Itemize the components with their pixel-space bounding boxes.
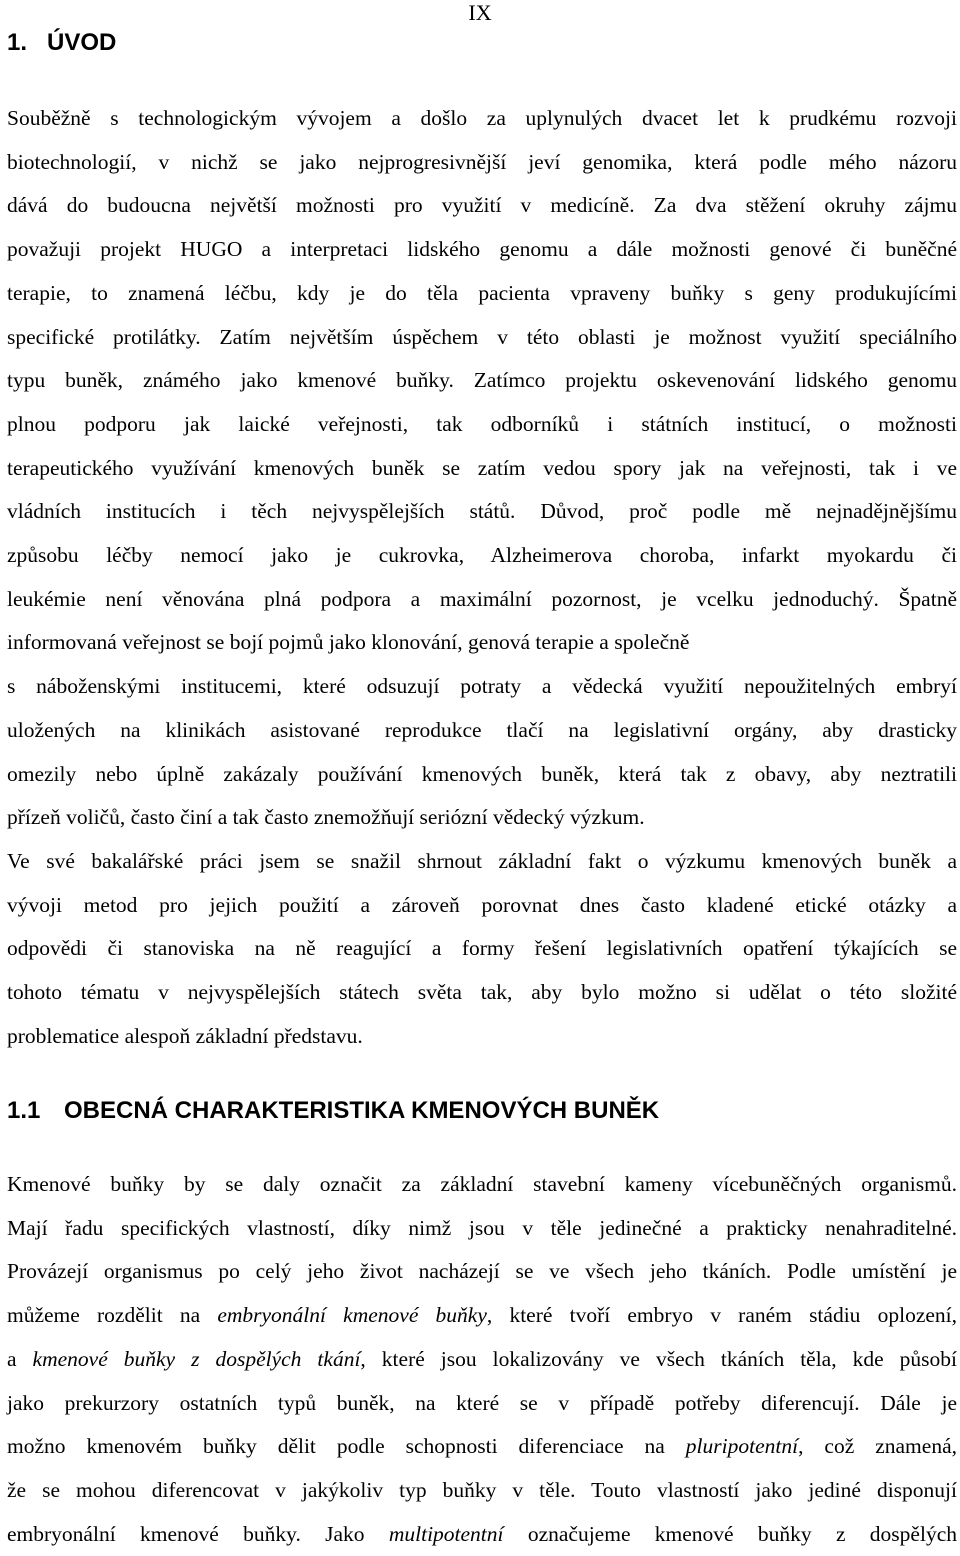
text-line: [7, 1513, 957, 1556]
italic-term: pluripotentní: [685, 1434, 799, 1459]
section-heading: [7, 1096, 659, 1126]
italic-term: kmenové buňky z dospělých tkání: [32, 1346, 361, 1371]
chapter-heading: [7, 28, 116, 58]
text-line: Provázejí organismus po celý jeho život nacházejí se ve všech jeho tkáních. Podle umístění je: [7, 1259, 957, 1284]
text-line: způsobu léčby nemocí jako je cukrovka, Alzheimerova choroba, infarkt myokardu či: [7, 543, 957, 568]
section-title: OBECNÁ CHARAKTERISTIKA KMENOVÝCH BUNĚK: [64, 1097, 660, 1124]
text-line: s náboženskými institucemi, které odsuzují potraty a vědecká využití nepoužitelných embryí: [7, 674, 957, 699]
page-number: IX: [468, 0, 492, 25]
text-line: tohoto tématu v nejvyspělejších státech světa tak, aby bylo možno si udělat o této složité: [7, 980, 957, 1005]
text-line: že se mohou diferencovat v jakýkoliv typ buňky v těle. Touto vlastností jako jediné disponují: [7, 1477, 957, 1502]
text-line: biotechnologií, v nichž se jako nejprogresivnější jeví genomika, která podle mého názoru: [7, 149, 957, 174]
text-line: vládních institucích i těch nejvyspělejších států. Důvod, proč podle mě nejnadějnějšímu: [7, 499, 957, 524]
italic-term: multipotentní: [388, 1521, 504, 1546]
text-line: [7, 1425, 957, 1469]
text-line: [7, 1294, 957, 1338]
text-run: možno kmenovém buňky dělit podle schopnosti diferenciace na: [7, 1434, 686, 1459]
text-run: , které tvoří embryo v raném stádiu oplození,: [486, 1303, 958, 1328]
text-run: a: [7, 1346, 33, 1371]
text-line: terapeutického využívání kmenových buněk se zatím vedou spory jak na veřejnosti, tak i ve: [7, 455, 957, 480]
chapter-number: 1.: [7, 29, 28, 56]
text-line: Kmenové buňky by se daly označit za základní stavební kameny vícebuněčných organismů.: [7, 1172, 957, 1196]
chapter-title: ÚVOD: [47, 29, 117, 56]
text-run: můžeme rozdělit na: [7, 1303, 218, 1328]
text-line: Mají řadu specifických vlastností, díky nimž jsou v těle jedinečné a prakticky nenahraditelné.: [7, 1215, 957, 1240]
text-line: specifické protilátky. Zatím největším úspěchem v této oblasti je možnost využití speciálního: [7, 324, 957, 349]
section-number: 1.1: [7, 1097, 41, 1124]
text-line: omezily nebo úplně zakázaly používání kmenových buněk, která tak z obavy, aby neztratili: [7, 761, 957, 786]
text-line: jako prekurzory ostatních typů buněk, na které se v případě potřeby diferencují. Dále je: [7, 1390, 957, 1415]
text-line: informovaná veřejnost se bojí pojmů jako klonování, genová terapie a společně: [7, 630, 690, 655]
text-run: , které jsou lokalizovány ve všech tkáních těla, kde působí: [360, 1346, 957, 1371]
text-run: , což znamená,: [798, 1434, 957, 1459]
text-line: Souběžně s technologickým vývojem a došlo za uplynulých dvacet let k prudkému rozvoji: [7, 106, 957, 130]
text-line: [7, 1338, 957, 1382]
text-line: leukémie není věnována plná podpora a maximální pozornost, je vcelku jednoduchý. Špatně: [7, 586, 957, 611]
text-line: typu buněk, známého jako kmenové buňky. Zatímco projektu oskevenování lidského genomu: [7, 368, 957, 393]
characteristics-paragraph: [7, 1163, 957, 1556]
text-line: terapie, to znamená léčbu, kdy je do těla pacienta vpraveny buňky s geny produkujícími: [7, 280, 957, 305]
text-line: plnou podporu jak laické veřejnosti, tak odborníků i státních institucí, o možnosti: [7, 411, 957, 436]
text-run: označujeme kmenové buňky z dospělých: [503, 1521, 957, 1546]
text-line: Ve své bakalářské práci jsem se snažil shrnout základní fakt o výzkumu kmenových buněk a: [7, 848, 957, 873]
text-line: vývoji metod pro jejich použití a zároveň porovnat dnes často kladené etické otázky a: [7, 892, 957, 917]
text-line: dává do budoucna největší možnosti pro využití v medicíně. Za dva stěžení okruhy zájmu: [7, 193, 957, 218]
text-line: uložených na klinikách asistované reprodukce tlačí na legislativní orgány, aby drasticky: [7, 717, 957, 742]
italic-term: embryonální kmenové buňky: [217, 1303, 487, 1328]
text-line: odpovědi či stanoviska na ně reagující a formy řešení legislativních opatření týkajících se: [7, 936, 957, 961]
text-run: embryonální kmenové buňky. Jako: [7, 1521, 389, 1546]
text-line: přízeň voličů, často činí a tak často znemožňují seriózní vědecký výzkum.: [7, 805, 645, 830]
text-line: problematice alespoň základní představu.: [7, 1023, 363, 1048]
intro-paragraph: [7, 97, 957, 1058]
text-line: považuji projekt HUGO a interpretaci lidského genomu a dále možnosti genové či buněčné: [7, 237, 957, 262]
